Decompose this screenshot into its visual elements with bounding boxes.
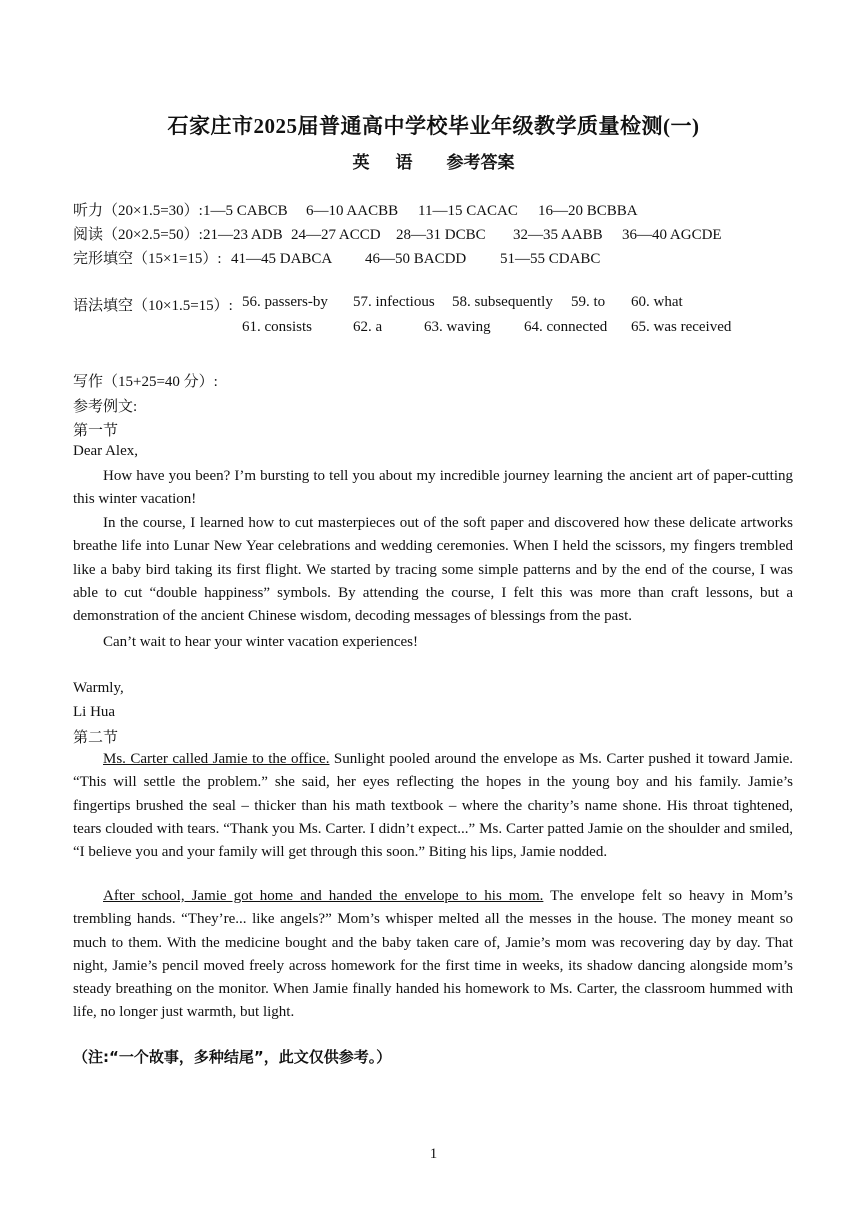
- grammar-answer: 64. connected: [524, 319, 608, 335]
- answer-group: 6—10 AACBB: [306, 203, 399, 219]
- letter-greeting: Dear Alex,: [73, 443, 138, 459]
- page-subtitle: [0, 148, 867, 173]
- cloze-label: 完形填空（15×1=15）:: [73, 251, 222, 267]
- answer-group: 51—55 CDABC: [500, 251, 601, 267]
- answer-group: 28—31 DCBC: [396, 227, 486, 243]
- footnote: （注:“一个故事，多种结尾”，此文仅供参考。）: [73, 1048, 392, 1066]
- grammar-answer: 59. to: [571, 294, 606, 310]
- section1-heading: 第一节: [73, 423, 119, 439]
- letter-paragraph-1: How have you been? I’m bursting to tell you about my incredible journey learning the ancient art of paper-cutting this winter vacation!: [73, 468, 793, 508]
- grammar-answer: 56. passers-by: [242, 294, 328, 310]
- grammar-answer: 61. consists: [242, 319, 313, 335]
- answer-group: 1—5 CABCB: [203, 203, 288, 219]
- story-paragraph-1: [73, 748, 793, 864]
- letter-paragraph-2: In the course, I learned how to cut masterpieces out of the soft paper and discovered how these delicate artworks breathe life into Lunar New Year celebrations and wedding ceremonies. When I held the scissors, my fingers trembled like a baby bird taking its first flight. We started by tracing some simple patterns and by the end of the course, I was able to cut “double happiness” symbols. By attending the course, I felt this was more than craft lessons, but a demonstration of the ancient Chinese wisdom, decoding messages of blessings from the past.: [73, 515, 793, 625]
- grammar-label: 语法填空（10×1.5=15）:: [73, 298, 233, 314]
- answer-group: 41—45 DABCA: [231, 251, 333, 267]
- answer-group: 36—40 AGCDE: [622, 227, 722, 243]
- page-number: 1: [429, 1146, 438, 1162]
- letter-closing: Warmly,: [73, 680, 124, 696]
- grammar-answer: 57. infectious: [353, 294, 435, 310]
- writing-label: 写作（15+25=40 分）:: [73, 374, 218, 390]
- answer-group: 16—20 BCBBA: [538, 203, 638, 219]
- page-title: 石家庄市2025届普通高中学校毕业年级教学质量检测(一): [167, 114, 700, 138]
- grammar-answers: [73, 294, 793, 342]
- grammar-answer: 62. a: [353, 319, 383, 335]
- subject-answer-label: 参考答案: [446, 153, 515, 172]
- listening-answers: [73, 199, 638, 220]
- answer-group: 46—50 BACDD: [365, 251, 467, 267]
- story-paragraph-2: [73, 885, 793, 1025]
- story-paragraph-2-text: The envelope felt so heavy in Mom’s trembling hands. “They’re... like angels?” Mom’s whisper melted all the messes in the house. The money meant so much to them. With the medicine bought and the baby taken care of, Jamie’s mom was recovering day by day. That night, Jamie’s pencil moved freely across homework for the first time in weeks, its shadow dancing alongside mom’s steady breathing on the monitor. When Jamie finally handed his homework to Ms. Carter, the classroom hummed with life, no longer just warmth, but light.: [73, 888, 793, 1021]
- subject-char-2: 语: [395, 153, 413, 172]
- answer-group: 11—15 CACAC: [418, 203, 518, 219]
- story-paragraph-1-lead: Ms. Carter called Jamie to the office.: [103, 751, 330, 767]
- grammar-answer: 63. waving: [424, 319, 491, 335]
- cloze-answers: [73, 247, 600, 268]
- letter-signature: Li Hua: [73, 704, 116, 720]
- answer-group: 21—23 ADB: [203, 227, 283, 243]
- story-paragraph-1-text: Sunlight pooled around the envelope as Ms. Carter pushed it toward Jamie. “This will settle the problem.” she said, her eyes reflecting the hopes in the young boy and his family. Jamie’s fingertips brushed the seal – thicker than his math textbook – where the charity’s name shone. His throat tightened, tears clouded with tears. “Thank you Ms. Carter. I didn’t expect...” Ms. Carter patted Jamie on the shoulder and smiled, “I believe you and your family will get through this soon.” Biting his lips, Jamie nodded.: [73, 751, 793, 861]
- reading-answers: [73, 223, 722, 244]
- letter-paragraph-3: Can’t wait to hear your winter vacation experiences!: [103, 634, 419, 650]
- grammar-answer: 60. what: [631, 294, 683, 310]
- answer-group: 24—27 ACCD: [291, 227, 381, 243]
- reading-label: 阅读（20×2.5=50）:: [73, 227, 203, 243]
- subject-char-1: 英: [352, 153, 370, 172]
- listening-label: 听力（20×1.5=30）:: [73, 203, 203, 219]
- answer-group: 32—35 AABB: [513, 227, 603, 243]
- grammar-answer: 65. was received: [631, 319, 732, 335]
- section2-heading: 第二节: [73, 730, 119, 746]
- story-paragraph-2-lead: After school, Jamie got home and handed the envelope to his mom.: [103, 888, 544, 904]
- sample-essay-label: 参考例文:: [73, 399, 138, 415]
- grammar-answer: 58. subsequently: [452, 294, 553, 310]
